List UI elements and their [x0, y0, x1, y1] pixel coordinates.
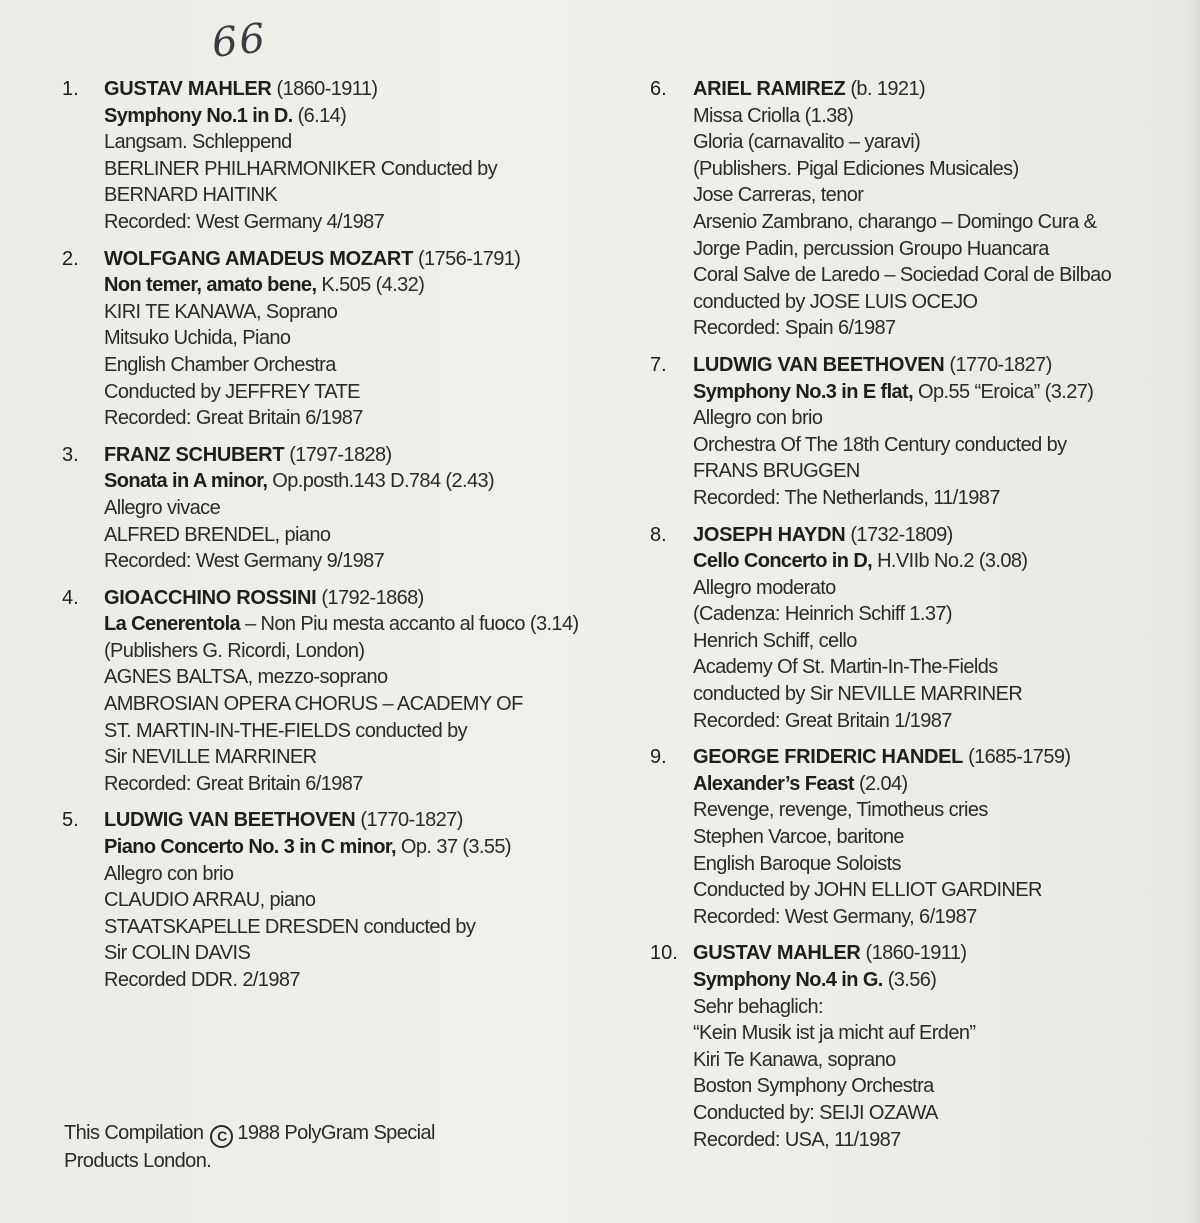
- work-title: Non temer, amato bene,: [104, 274, 317, 297]
- track-detail-line: AGNES BALTSA, mezzo-soprano: [104, 666, 388, 689]
- track-detail-line: Allegro moderato: [693, 576, 836, 599]
- composer-name: ARIEL RAMIREZ: [693, 78, 846, 100]
- track-detail-line: (Cadenza: Heinrich Schiff 1.37): [693, 603, 952, 626]
- track-number: 4.: [62, 586, 79, 609]
- track-number: 8.: [650, 523, 667, 546]
- track-entry: [650, 352, 1190, 512]
- track-detail-line: KIRI TE KANAWA, Soprano: [104, 300, 338, 323]
- track-number: 10.: [650, 942, 678, 965]
- track-entry: [62, 442, 602, 575]
- work-title: Symphony No.3 in E flat,: [693, 380, 914, 403]
- track-detail-line: Kiri Te Kanawa, soprano: [693, 1048, 896, 1071]
- track-detail-line: Allegro vivace: [104, 496, 221, 519]
- work-title: Alexander’s Feast: [693, 772, 854, 795]
- track-detail-line: Allegro con brio: [104, 862, 234, 885]
- composer-name: GIOACCHINO ROSSINI: [104, 586, 317, 609]
- track-detail-line: Conducted by: SEIJI OZAWA: [693, 1101, 938, 1124]
- track-detail-line: ST. MARTIN-IN-THE-FIELDS conducted by: [104, 719, 468, 742]
- track-number: 5.: [62, 809, 79, 832]
- track-composer-line: [104, 76, 602, 103]
- track-composer-line: [104, 246, 602, 273]
- track-detail-line: Jose Carreras, tenor: [693, 184, 864, 207]
- track-detail-line: FRANS BRUGGEN: [693, 460, 860, 483]
- track-detail-line: ALFRED BRENDEL, piano: [104, 523, 331, 546]
- track-detail-line: Arsenio Zambrano, charango – Domingo Cura &: [693, 210, 1097, 233]
- track-detail-line: BERLINER PHILHARMONIKER Conducted by: [104, 157, 497, 180]
- work-title-line: [104, 468, 602, 495]
- track-entry: [650, 522, 1190, 735]
- track-number: 9.: [650, 746, 667, 769]
- work-title-line: [693, 771, 1190, 798]
- track-detail-line: CLAUDIO ARRAU, piano: [104, 889, 316, 912]
- composer-dates: (1756-1791): [417, 247, 521, 270]
- track-detail-line: STAATSKAPELLE DRESDEN conducted by: [104, 915, 476, 938]
- track-composer-line: [104, 585, 602, 612]
- work-details: H.VIIb No.2 (3.08): [877, 550, 1028, 573]
- composer-dates: (b. 1921): [850, 78, 926, 100]
- work-details: K.505 (4.32): [321, 274, 425, 297]
- track-detail-line: Recorded: Great Britain 6/1987: [104, 407, 363, 430]
- track-detail-line: Sir NEVILLE MARRINER: [104, 746, 317, 769]
- work-title-line: [104, 834, 602, 861]
- track-detail-line: Jorge Padin, percussion Groupo Huancara: [693, 237, 1049, 260]
- track-detail-line: Allegro con brio: [693, 407, 823, 430]
- composer-dates: (1732-1809): [850, 523, 953, 546]
- work-title-line: [693, 548, 1190, 575]
- track-detail-line: Boston Symphony Orchestra: [693, 1075, 934, 1098]
- track-detail-line: Recorded: Spain 6/1987: [693, 317, 896, 340]
- work-title-line: [104, 611, 602, 638]
- composer-name: LUDWIG VAN BEETHOVEN: [104, 809, 356, 832]
- track-composer-line: [104, 807, 602, 834]
- track-number: 7.: [650, 353, 667, 376]
- track-entry: [62, 76, 602, 236]
- copyright-year-company: 1988 PolyGram Special: [237, 1122, 435, 1144]
- work-details: Op.55 “Eroica” (3.27): [918, 380, 1094, 403]
- track-detail-line: conducted by JOSE LUIS OCEJO: [693, 290, 978, 313]
- track-detail-line: English Baroque Soloists: [693, 852, 901, 875]
- track-composer-line: [693, 940, 1190, 967]
- track-detail-line: Orchestra Of The 18th Century conducted by: [693, 433, 1067, 456]
- work-title: La Cenerentola: [104, 613, 241, 636]
- track-entry: [650, 940, 1190, 1153]
- composer-dates: (1770-1827): [949, 353, 1052, 376]
- work-details: Op.posth.143 D.784 (2.43): [272, 470, 495, 493]
- work-title-line: [693, 379, 1190, 406]
- track-detail-line: Academy Of St. Martin-In-The-Fields: [693, 656, 998, 679]
- track-detail-line: Mitsuko Uchida, Piano: [104, 327, 291, 350]
- track-entry: [650, 76, 1190, 342]
- track-detail-line: Sir COLIN DAVIS: [104, 942, 251, 965]
- composer-name: LUDWIG VAN BEETHOVEN: [693, 353, 945, 376]
- track-detail-line: Stephen Varcoe, baritone: [693, 826, 904, 849]
- track-detail-line: Missa Criolla (1.38): [693, 104, 854, 127]
- track-detail-line: Recorded: West Germany, 6/1987: [693, 905, 977, 928]
- composer-dates: (1792-1868): [321, 586, 424, 609]
- work-details: (3.56): [887, 969, 937, 991]
- track-detail-line: Coral Salve de Laredo – Sociedad Coral de Bilbao: [693, 264, 1112, 287]
- track-composer-line: [693, 744, 1190, 771]
- composer-name: GUSTAV MAHLER: [104, 78, 272, 100]
- track-detail-line: English Chamber Orchestra: [104, 353, 336, 376]
- copyright-notice: [64, 1120, 435, 1175]
- track-number: 2.: [62, 247, 79, 270]
- track-detail-line: Henrich Schiff, cello: [693, 629, 857, 652]
- work-details: (6.14): [297, 104, 347, 127]
- track-detail-line: Recorded: West Germany 9/1987: [104, 550, 385, 573]
- track-detail-line: Sehr behaglich:: [693, 995, 823, 1018]
- composer-name: JOSEPH HAYDN: [693, 523, 846, 546]
- track-number: 3.: [62, 443, 79, 466]
- work-title: Sonata in A minor,: [104, 470, 268, 493]
- composer-dates: (1770-1827): [360, 809, 463, 832]
- work-title-line: [104, 272, 602, 299]
- work-title-line: [693, 967, 1190, 994]
- composer-dates: (1860-1911): [276, 78, 378, 100]
- track-entry: [62, 585, 602, 798]
- composer-dates: (1797-1828): [289, 443, 392, 466]
- track-detail-line: Recorded: The Netherlands, 11/1987: [693, 486, 1000, 509]
- composer-name: GEORGE FRIDERIC HANDEL: [693, 746, 964, 769]
- copyright-symbol: C: [210, 1125, 233, 1148]
- track-detail-line: Recorded: Great Britain 6/1987: [104, 772, 363, 795]
- track-detail-line: Recorded: USA, 11/1987: [693, 1128, 901, 1151]
- track-list-right-column: [650, 76, 1190, 1163]
- work-details: (2.04): [858, 772, 908, 795]
- track-entry: [62, 807, 602, 993]
- track-detail-line: Revenge, revenge, Timotheus cries: [693, 799, 988, 822]
- track-composer-line: [104, 442, 602, 469]
- copyright-line-2: Products London.: [64, 1150, 212, 1172]
- work-title: Cello Concerto in D,: [693, 550, 873, 573]
- track-composer-line: [693, 352, 1190, 379]
- work-title: Symphony No.4 in G.: [693, 969, 883, 991]
- composer-name: GUSTAV MAHLER: [693, 942, 861, 965]
- track-detail-line: (Publishers. Pigal Ediciones Musicales): [693, 157, 1019, 180]
- work-title: Piano Concerto No. 3 in C minor,: [104, 836, 396, 859]
- track-detail-line: conducted by Sir NEVILLE MARRINER: [693, 683, 1023, 706]
- track-composer-line: [693, 522, 1190, 549]
- composer-name: WOLFGANG AMADEUS MOZART: [104, 247, 413, 270]
- track-detail-line: Gloria (carnavalito – yaravi): [693, 131, 921, 154]
- track-detail-line: Conducted by JOHN ELLIOT GARDINER: [693, 879, 1042, 902]
- work-title: Symphony No.1 in D.: [104, 104, 293, 127]
- work-details: – Non Piu mesta accanto al fuoco (3.14): [245, 613, 579, 636]
- track-detail-line: (Publishers G. Ricordi, London): [104, 639, 365, 662]
- track-detail-line: Recorded DDR. 2/1987: [104, 969, 300, 991]
- work-details: Op. 37 (3.55): [400, 836, 511, 859]
- track-detail-line: Recorded: Great Britain 1/1987: [693, 709, 952, 732]
- copyright-text: This Compilation: [64, 1122, 204, 1144]
- track-detail-line: AMBROSIAN OPERA CHORUS – ACADEMY OF: [104, 693, 523, 716]
- track-composer-line: [693, 76, 1190, 103]
- track-detail-line: Langsam. Schleppend: [104, 131, 292, 154]
- work-title-line: [104, 103, 602, 130]
- handwritten-note: 66: [209, 15, 270, 67]
- track-entry: [62, 246, 602, 432]
- composer-name: FRANZ SCHUBERT: [104, 443, 285, 466]
- track-entry: [650, 744, 1190, 930]
- track-detail-line: Conducted by JEFFREY TATE: [104, 380, 360, 403]
- track-number: 6.: [650, 78, 667, 100]
- track-detail-line: BERNARD HAITINK: [104, 184, 278, 207]
- composer-dates: (1685-1759): [968, 746, 1071, 769]
- track-detail-line: “Kein Musik ist ja micht auf Erden”: [693, 1022, 976, 1045]
- composer-dates: (1860-1911): [865, 942, 967, 965]
- track-number: 1.: [62, 78, 79, 100]
- track-list-left-column: [62, 76, 602, 1004]
- track-detail-line: Recorded: West Germany 4/1987: [104, 210, 385, 233]
